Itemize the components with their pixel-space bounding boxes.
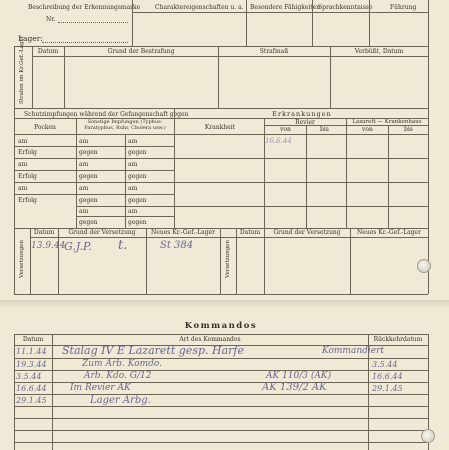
punch-hole-bottom [421,429,435,443]
kommando-row-0-art: Stalag IV E Lazarett gesp. Harfe [62,344,244,357]
vers-grund-header-left: Grund der Versetzung [68,229,136,236]
vers-neues-header-right: Neues Kr.-Gef.-Lager [357,229,421,236]
label-nr: Nr. [46,16,56,23]
impf-r2-c1: am [79,161,89,168]
revier-bis: bis [320,126,329,133]
strafen-strafmass-header: Strafmaß [259,48,289,55]
kommandos-rueckkehr-header: Rückkehrdatum [373,336,423,343]
kommando-row-4-datum: 29.1.45 [16,396,47,405]
impf-r6-c2: am [128,208,138,215]
label-charakter: Charaktereigenschaften u. a. [155,4,244,11]
kommando-row-1-datum: 19.3.44 [16,360,47,369]
lazarett-von: von [362,126,373,133]
impfungen-title: Schutzimpfungen während der Gefangenschaft gegen [24,111,189,118]
kommandos-art-header: Art des Kommandos [179,336,241,343]
impf-r4-c1: am [79,185,89,192]
kommando-row-3-art: Im Revier AK [70,383,131,393]
kommandos-title: Kommandos [184,321,258,331]
impf-r2-c0: am [18,161,28,168]
impf-r4-c0: am [18,185,28,192]
label-fuehrung: Führung [390,4,417,11]
vers-hw-datum: 13.9.44 [31,241,66,251]
kommando-row-1-rueck: 3.5.44 [372,360,398,369]
impfungen-pocken-header: Pocken [34,124,56,131]
kommando-row-1-art: Zum Arb. Komdo. [82,359,163,369]
impf-r5-c2: gegen [128,197,147,204]
kommando-row-2-note: AK 110/3 (AK) [266,371,332,381]
kommando-row-3-note: AK 139/2 AK [262,382,327,393]
kommandos-datum-header: Datum [22,336,44,343]
label-beschreibung: Beschreibung der Erkennungsmarke [28,4,141,11]
erkrankung-hw-date: 16.6.44 [265,137,292,145]
vers-hw-grund: G.J.P. [64,240,92,253]
erkrankungen-krankheit-header: Krankheit [204,124,236,131]
label-faehigkeiten: Besondere Fähigkeiten [250,4,321,11]
strafen-datum-header: Datum [37,48,59,55]
impf-r0-c1: am [79,138,89,145]
kommando-row-3-rueck: 29.1.45 [372,384,403,393]
impf-r0-c0: am [18,138,28,145]
impf-r1-c1: gegen [79,149,98,156]
versetzungen-side-right: Versetzungen [225,240,231,278]
impf-r3-c1: gegen [79,173,98,180]
kommando-row-2-datum: 3.5.44 [16,372,42,381]
impf-r6-c1: am [79,208,89,215]
impf-r4-c2: am [128,185,138,192]
erkrankungen-title: Erkrankungen [272,110,332,118]
vers-neues-header-left: Neues Kr.-Gef.-Lager [151,229,215,236]
vers-datum-header-right: Datum [239,229,261,236]
impf-r7-c2: gegen [128,219,147,226]
kommando-row-2-art: Arb. Kdo. G/12 [84,371,152,381]
impf-r3-c2: gegen [128,173,147,180]
label-lager: Lager: [18,34,43,43]
erkrankungen-revier-header: Revier [295,119,315,126]
vers-hw-lager: St 384 [160,240,194,251]
card-fold [0,300,449,308]
impf-r5-c0: Erfolg [18,197,37,204]
kommando-row-2-rueck: 16.6.44 [372,372,403,381]
vers-hw-mark: t. [118,238,128,253]
vers-grund-header-right: Grund der Versetzung [273,229,341,236]
strafen-verbuesst-header: Verbüßt, Datum [354,48,404,55]
revier-von: von [280,126,291,133]
impf-r5-c1: gegen [79,197,98,204]
kommando-row-0-datum: 11.1.44 [16,347,47,356]
punch-hole-top [417,259,431,273]
kommando-row-3-datum: 16.6.44 [16,384,47,393]
impf-r0-c2: am [128,138,138,145]
versetzungen-side-left: Versetzungen [19,240,25,278]
impf-r3-c0: Erfolg [18,173,37,180]
impfungen-sonstige-header: Sonstige Impfungen (Typhus-Paratyphus, Ruhr, Cholera usw.) [84,119,166,131]
strafen-grund-header: Grund der Bestrafung [107,48,175,55]
impf-r1-c2: gegen [128,149,147,156]
kommando-row-0-note: Kommandiert [322,346,385,356]
label-sprachen: Sprachkenntnisse [318,4,373,11]
impf-r1-c0: Erfolg [18,149,37,156]
lazarett-bis: bis [404,126,413,133]
kommando-row-4-art: Lager Arbg. [90,395,151,406]
vers-datum-header-left: Datum [33,229,55,236]
strafen-side-label: Strafen im Kr.Gef.-Lager [19,35,25,104]
impf-r7-c1: gegen [79,219,98,226]
impf-r2-c2: am [128,161,138,168]
erkrankungen-lazarett-header: Lazarett — Krankenhaus [352,119,422,125]
